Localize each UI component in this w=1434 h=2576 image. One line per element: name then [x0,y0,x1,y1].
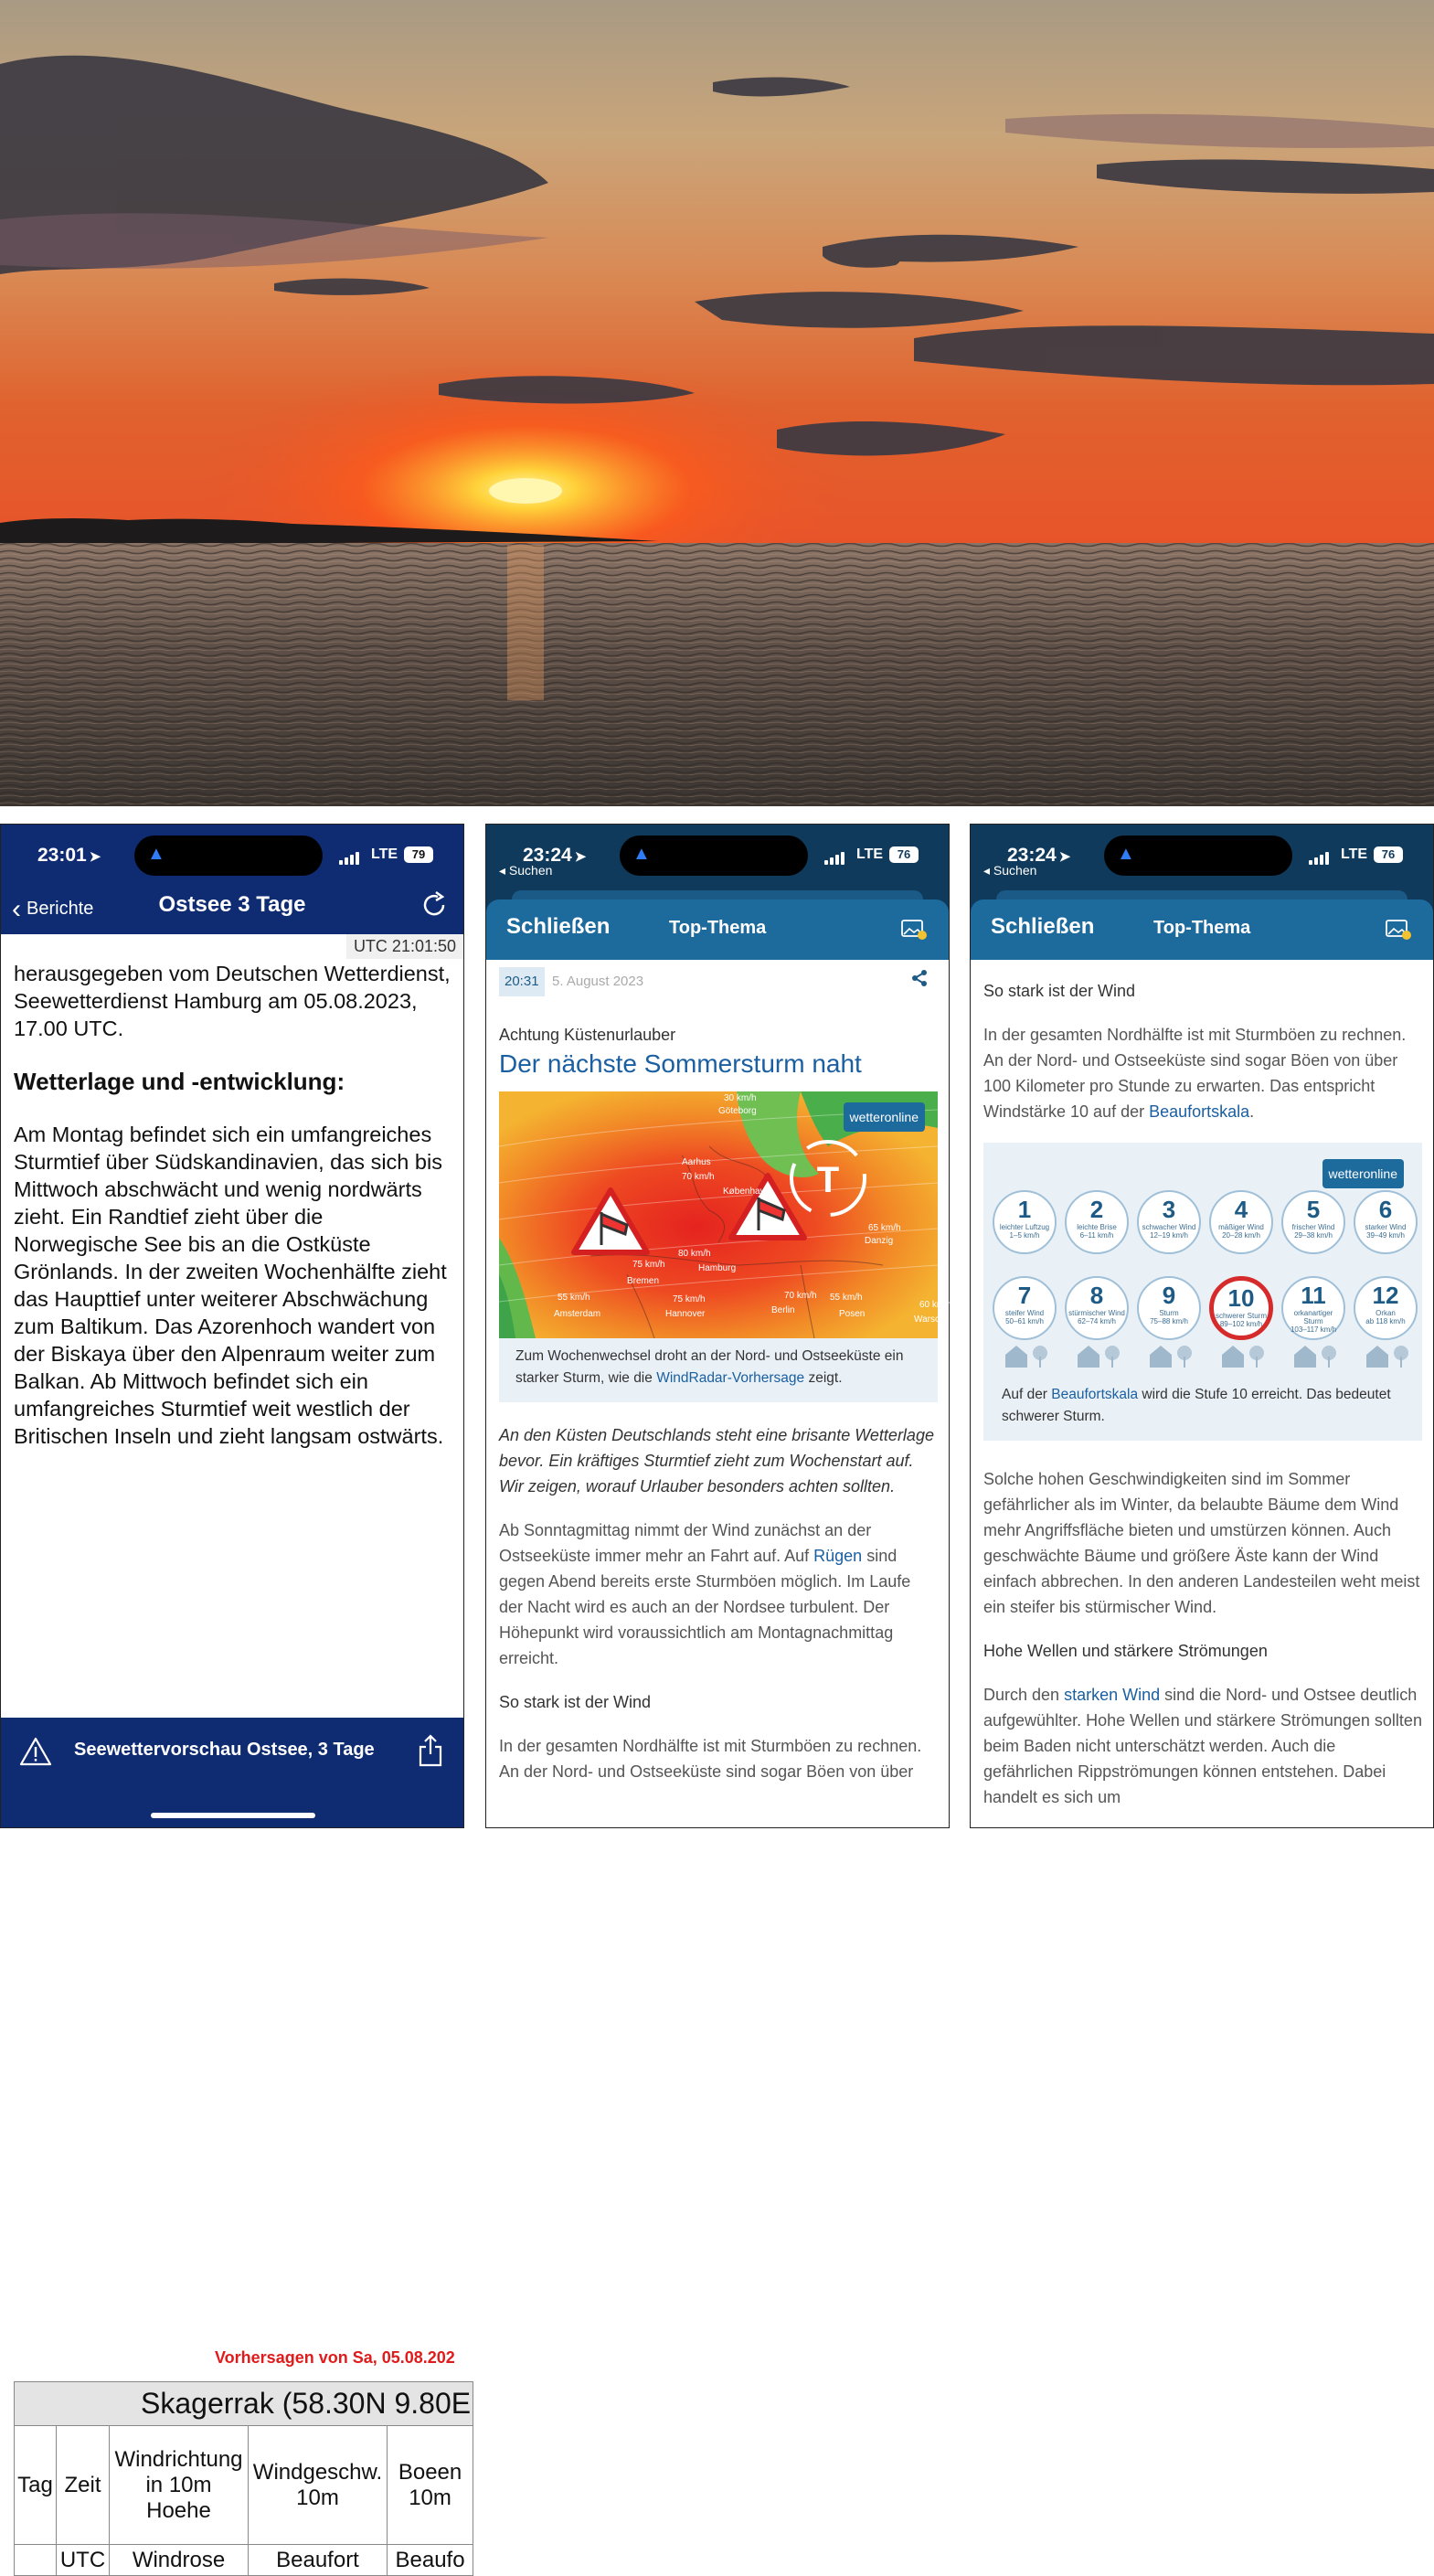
navigation-icon: ▲ [1117,844,1135,864]
beaufort-item [1065,1190,1129,1254]
report-text [14,960,452,1450]
network-label: LTE [371,846,398,862]
beaufort-speed: 103–117 km/h [1290,1325,1337,1334]
location-arrow-icon: ➤ [574,849,587,865]
house-tree-icon [1281,1338,1345,1369]
back-label: Berichte [27,899,94,919]
article-paragraph [983,1682,1422,1810]
issuer-text: herausgegeben vom Deutschen Wetterdienst, Seewetterdienst Hamburg am 05.08.2023, 17.00 UTC. [14,962,451,1040]
table-title: Skagerrak (58.30N 9.80E [15,2382,473,2426]
beaufort-circle [1281,1190,1345,1254]
beaufort-name: leichte Brise [1077,1223,1117,1231]
map-label: Amsterdam [554,1309,601,1319]
house-tree-icon [1209,1338,1273,1369]
seewetter-report-screen [0,824,472,2572]
article-lead: An den Küsten Deutschlands steht eine brisante Wetterlage bevor. Ein kräftiges Sturmtief zieht zum Wochenstart auf. Wir zeigen, worauf Urlauber besonders achten sollten. [499,1426,934,1496]
article-date: 5. August 2023 [552,974,644,989]
reload-icon[interactable] [418,889,451,921]
article-paragraph: Solche hohen Geschwindigkeiten sind im Sommer gefährlicher als im Winter, da belaubte Bäume dem Wind mehr Angriffsfläche bieten und umstürzen können. Auch geschwächte Bäume und größere Äste kann der Wind einfach abbrechen. In den anderen Landesteilen weht meist ein steifer bis stürmischer Wind. [983,1470,1420,1616]
beaufort-number: 12 [1372,1282,1399,1309]
beaufort-name: steifer Wind [1004,1309,1045,1317]
beaufortskala-link[interactable]: Beaufortskala [1149,1102,1250,1121]
beaufort-name: Orkan [1376,1309,1396,1317]
beaufort-grid [993,1190,1407,1377]
beaufort-speed: 62–74 km/h [1078,1317,1116,1325]
table-header: Boeen 10m [388,2426,473,2545]
beaufort-speed: 6–11 km/h [1079,1231,1114,1240]
beaufort-speed: 12–19 km/h [1150,1231,1188,1240]
status-time: 23:01 ➤ [37,845,101,866]
beaufort-speed: 39–49 km/h [1366,1231,1405,1240]
tab-top-thema[interactable]: Top-Thema [1153,918,1251,938]
map-label: Bremen [627,1276,660,1286]
beaufort-circle [1281,1276,1345,1340]
article-headline: Der nächste Sommersturm naht [499,1049,862,1078]
caption-text: Zum Wochenwechsel droht an der Nord- und Ostseeküste ein starker Sturm, wie die [515,1348,904,1386]
page-title: Ostsee 3 Tage [158,892,306,917]
beaufort-caption [1002,1384,1404,1428]
caption-text-end: wird die Stufe 10 erreicht. Das bedeutet schwerer Sturm. [1002,1387,1391,1424]
logo-row [1002,1155,1404,1190]
sheet-lip [996,890,1407,899]
beaufort-name: Sturm [1159,1309,1179,1317]
status-bar [971,825,1433,899]
beaufort-number: 6 [1378,1196,1393,1223]
starker-wind-link[interactable]: starken Wind [1064,1686,1161,1704]
beaufort-circle [993,1276,1057,1340]
house-tree-icon [1354,1338,1418,1369]
sunset-over-sea-image [0,0,1434,806]
beaufort-speed: ab 118 km/h [1365,1317,1406,1325]
forecast-table [14,2381,473,2576]
warning-icon[interactable] [19,1736,52,1767]
map-label: Danzig [865,1236,894,1246]
dynamic-island [134,836,323,876]
beaufort-number: 9 [1162,1282,1176,1309]
map-label: 55 km/h [558,1293,590,1303]
article-kicker: Achtung Küstenurlauber [499,1026,676,1044]
beaufort-number: 5 [1306,1196,1321,1223]
forecast-date-label: Vorhersagen von Sa, 05.08.202 [215,2348,455,2367]
caption-text: Auf der [1002,1387,1052,1402]
time-badge: 20:31 [499,967,545,996]
beaufort-circle [1137,1190,1201,1254]
table-unit: UTC [57,2545,110,2576]
beaufort-circle [1209,1190,1273,1254]
share-icon[interactable] [418,1734,443,1767]
home-indicator [151,1813,315,1818]
svg-text:T: T [816,1160,840,1200]
table-unit: Windrose [110,2545,249,2576]
paragraph-text-end: sind gegen Abend bereits erste Sturmböen möglich. Im Laufe der Nacht wird es auch an der Nordsee turbulent. Der Höhepunkt wird voraussichtlich am Montagnachmittag erreicht. [499,1547,911,1667]
location-arrow-icon: ➤ [1058,849,1071,865]
status-time: 23:24 ➤ [523,845,587,866]
map-label: 60 km/h [919,1300,952,1310]
image-settings-icon[interactable] [901,919,927,941]
map-label: Warsc [914,1315,940,1325]
map-caption [499,1338,938,1402]
beaufort-speed: 1–5 km/h [1009,1231,1040,1240]
bottom-toolbar [1,1718,463,1827]
map-label: 75 km/h [632,1260,665,1270]
map-label: 75 km/h [673,1294,706,1304]
chevron-left-icon: ‹ [12,894,21,924]
table-header: Zeit [57,2426,110,2545]
battery-icon: 79 [404,846,433,863]
map-label: Göteborg [718,1106,757,1116]
beaufort-name: schwacher Wind [1142,1223,1196,1231]
map-label: 30 km/h [724,1093,757,1103]
battery-icon: 76 [1374,846,1403,863]
map-label: Hannover [665,1309,706,1319]
share-icon[interactable] [910,969,929,987]
utc-timestamp: UTC 21:01:50 [346,934,463,959]
beaufort-speed: 75–88 km/h [1150,1317,1188,1325]
beaufort-number: 10 [1227,1284,1255,1312]
beaufort-circle [1209,1276,1273,1340]
close-button[interactable]: Schließen [506,914,611,939]
beaufort-circle [1065,1190,1129,1254]
beaufort-name: mäßiger Wind [1218,1223,1264,1231]
beaufort-item [1137,1276,1201,1377]
beaufort-circle [1354,1276,1418,1340]
back-to-app-link[interactable]: ◂ Suchen [499,863,553,878]
table-unit: Beaufort [249,2545,388,2576]
wetteronline-logo: wetteronline [1322,1159,1405,1188]
map-label: 70 km/h [784,1291,817,1301]
navigation-icon: ▲ [147,844,165,864]
beaufort-item [1209,1276,1273,1377]
beaufort-circle [1354,1190,1418,1254]
map-label: 65 km/h [868,1223,901,1233]
beaufort-item [993,1190,1057,1254]
article [499,960,952,1803]
beaufort-item [1354,1276,1418,1377]
beaufortskala-link[interactable]: Beaufortskala [1051,1387,1139,1402]
beaufort-speed: 20–28 km/h [1222,1231,1260,1240]
map-label: Posen [839,1309,866,1319]
beaufort-speed: 50–61 km/h [1005,1317,1044,1325]
beaufort-scale-graphic [983,1143,1422,1441]
beaufort-item [1354,1190,1418,1254]
nav-bar [1,879,463,934]
beaufort-number: 11 [1301,1282,1326,1309]
article-paragraph [983,1022,1422,1124]
back-to-app-link[interactable]: ◂ Suchen [983,863,1037,878]
beaufort-name: starker Wind [1365,1223,1407,1231]
beaufort-item [993,1276,1057,1377]
map-label: Aarhus [682,1157,711,1167]
table-unit [15,2545,57,2576]
beaufort-number: 2 [1089,1196,1104,1223]
status-bar [486,825,949,899]
article [983,978,1422,1828]
beaufort-speed: 29–38 km/h [1294,1231,1333,1240]
map-label: Hamburg [698,1263,737,1273]
sunset-photo [0,0,1434,806]
beaufort-item [1137,1190,1201,1254]
report-body: Am Montag befindet sich ein umfangreiches Sturmtief über Südskandinavien, das sich bis Mittwoch abschwächt und wenig nordwärts zieht. Ein Randtief zieht über die Norwegische See bis an die Ostküste Grönlands. In der zweiten Wochenhälfte zieht das Haupttief unter weiterer Abschwächung zum Baltikum. Das Azorenhoch wandert von der Biskaya über den Alpenraum weiter zum Balkan. Ab Mittwoch befindet sich ein umfangreiches Sturmtief weit westlich der Britischen Inseln und zieht langsam ostwärts. [14,1123,447,1448]
wetteronline-logo: wetteronline [844,1102,926,1132]
sheet-header [486,899,949,960]
section-subhead: So stark ist der Wind [983,982,1136,1000]
status-time: 23:24 ➤ [1007,845,1071,866]
section-subhead: Hohe Wellen und stärkere Strömungen [983,1642,1268,1660]
battery-icon: 76 [889,846,919,863]
map-label: 55 km/h [830,1293,863,1303]
beaufort-item [1281,1190,1345,1254]
paragraph-text: Ab Sonntagmittag nimmt der Wind zunächst an der Ostseeküste immer mehr an Fahrt auf. Auf [499,1521,872,1565]
paragraph-text: In der gesamten Nordhälfte ist mit Sturmböen zu rechnen. An der Nord- und Ostseeküste sind sogar Böen von über 100 Kilometer pro Stunde zu erwarten. Das entspricht Windstärke 10 auf der [983,1026,1407,1121]
signal-icon [1309,850,1334,865]
beaufort-name: orkanartiger Sturm [1293,1309,1333,1325]
house-tree-icon [1137,1338,1201,1369]
article-paragraph: In der gesamten Nordhälfte ist mit Sturmböen zu rechnen. An der Nord- und Ostseeküste sind sogar Böen von über [499,1737,922,1781]
beaufort-speed: 89–102 km/h [1219,1320,1263,1328]
ruegen-link[interactable]: Rügen [813,1547,863,1565]
beaufort-circle [1065,1276,1129,1340]
beaufort-name: schwerer Sturm [1215,1312,1267,1320]
windradar-link[interactable]: WindRadar-Vorhersage [656,1370,805,1386]
beaufort-number: 8 [1089,1282,1104,1309]
network-label: LTE [856,846,884,862]
map-label: København [723,1187,770,1197]
paragraph-text-end: sind die Nord- und Ostsee deutlich aufgewühlter. Hohe Wellen und stärkere Strömungen sollten beim Baden nicht unterschätzt werden. Auch die gefährlichen Rippströmungen können entstehen. Dabei handelt es sich um [983,1686,1422,1806]
house-tree-icon [1065,1338,1129,1369]
section-subhead: So stark ist der Wind [499,1693,652,1711]
map-label: Berlin [771,1305,795,1315]
bottom-title: Seewettervorschau Ostsee, 3 Tage [74,1740,375,1760]
beaufort-item [1281,1276,1345,1377]
wetteronline-article-scrolled-screen [970,824,1434,1828]
beaufort-name: frischer Wind [1291,1223,1335,1231]
beaufort-item [1209,1190,1273,1254]
beaufort-circle [993,1190,1057,1254]
network-label: LTE [1341,846,1368,862]
beaufort-name: stürmischer Wind [1068,1309,1125,1317]
wind-radar-map[interactable] [499,1091,952,1338]
close-button[interactable]: Schließen [991,914,1095,939]
table-header: Tag [15,2426,57,2545]
paragraph-text-end: . [1249,1102,1255,1121]
sheet-header [971,899,1433,960]
article-meta [499,960,938,1017]
beaufort-number: 7 [1017,1282,1032,1309]
location-arrow-icon: ➤ [89,849,101,865]
image-settings-icon[interactable] [1386,919,1411,941]
table-header: Windrichtung in 10m Hoehe [110,2426,249,2545]
article-paragraph [499,1517,938,1671]
table-header: Windgeschw. 10m [249,2426,388,2545]
sheet-lip [512,890,923,899]
beaufort-number: 1 [1017,1196,1032,1223]
map-label: 70 km/h [682,1172,715,1182]
signal-icon [824,850,850,865]
signal-icon [339,850,365,865]
section-title: Wetterlage und -entwicklung: [14,1068,345,1095]
dynamic-island [1104,836,1292,876]
wetteronline-article-screen [485,824,950,1828]
beaufort-name: leichter Luftzug [999,1223,1050,1231]
map-label: 80 km/h [678,1249,711,1259]
beaufort-circle [1137,1276,1201,1340]
tab-top-thema[interactable]: Top-Thema [669,918,767,938]
house-tree-icon [993,1338,1057,1369]
dynamic-island [620,836,808,876]
beaufort-item [1065,1276,1129,1377]
navigation-icon: ▲ [632,844,651,864]
paragraph-text: Durch den [983,1686,1065,1704]
table-unit: Beaufo [388,2545,473,2576]
beaufort-number: 4 [1234,1196,1248,1223]
caption-text-end: zeigt. [804,1370,843,1386]
beaufort-number: 3 [1162,1196,1176,1223]
